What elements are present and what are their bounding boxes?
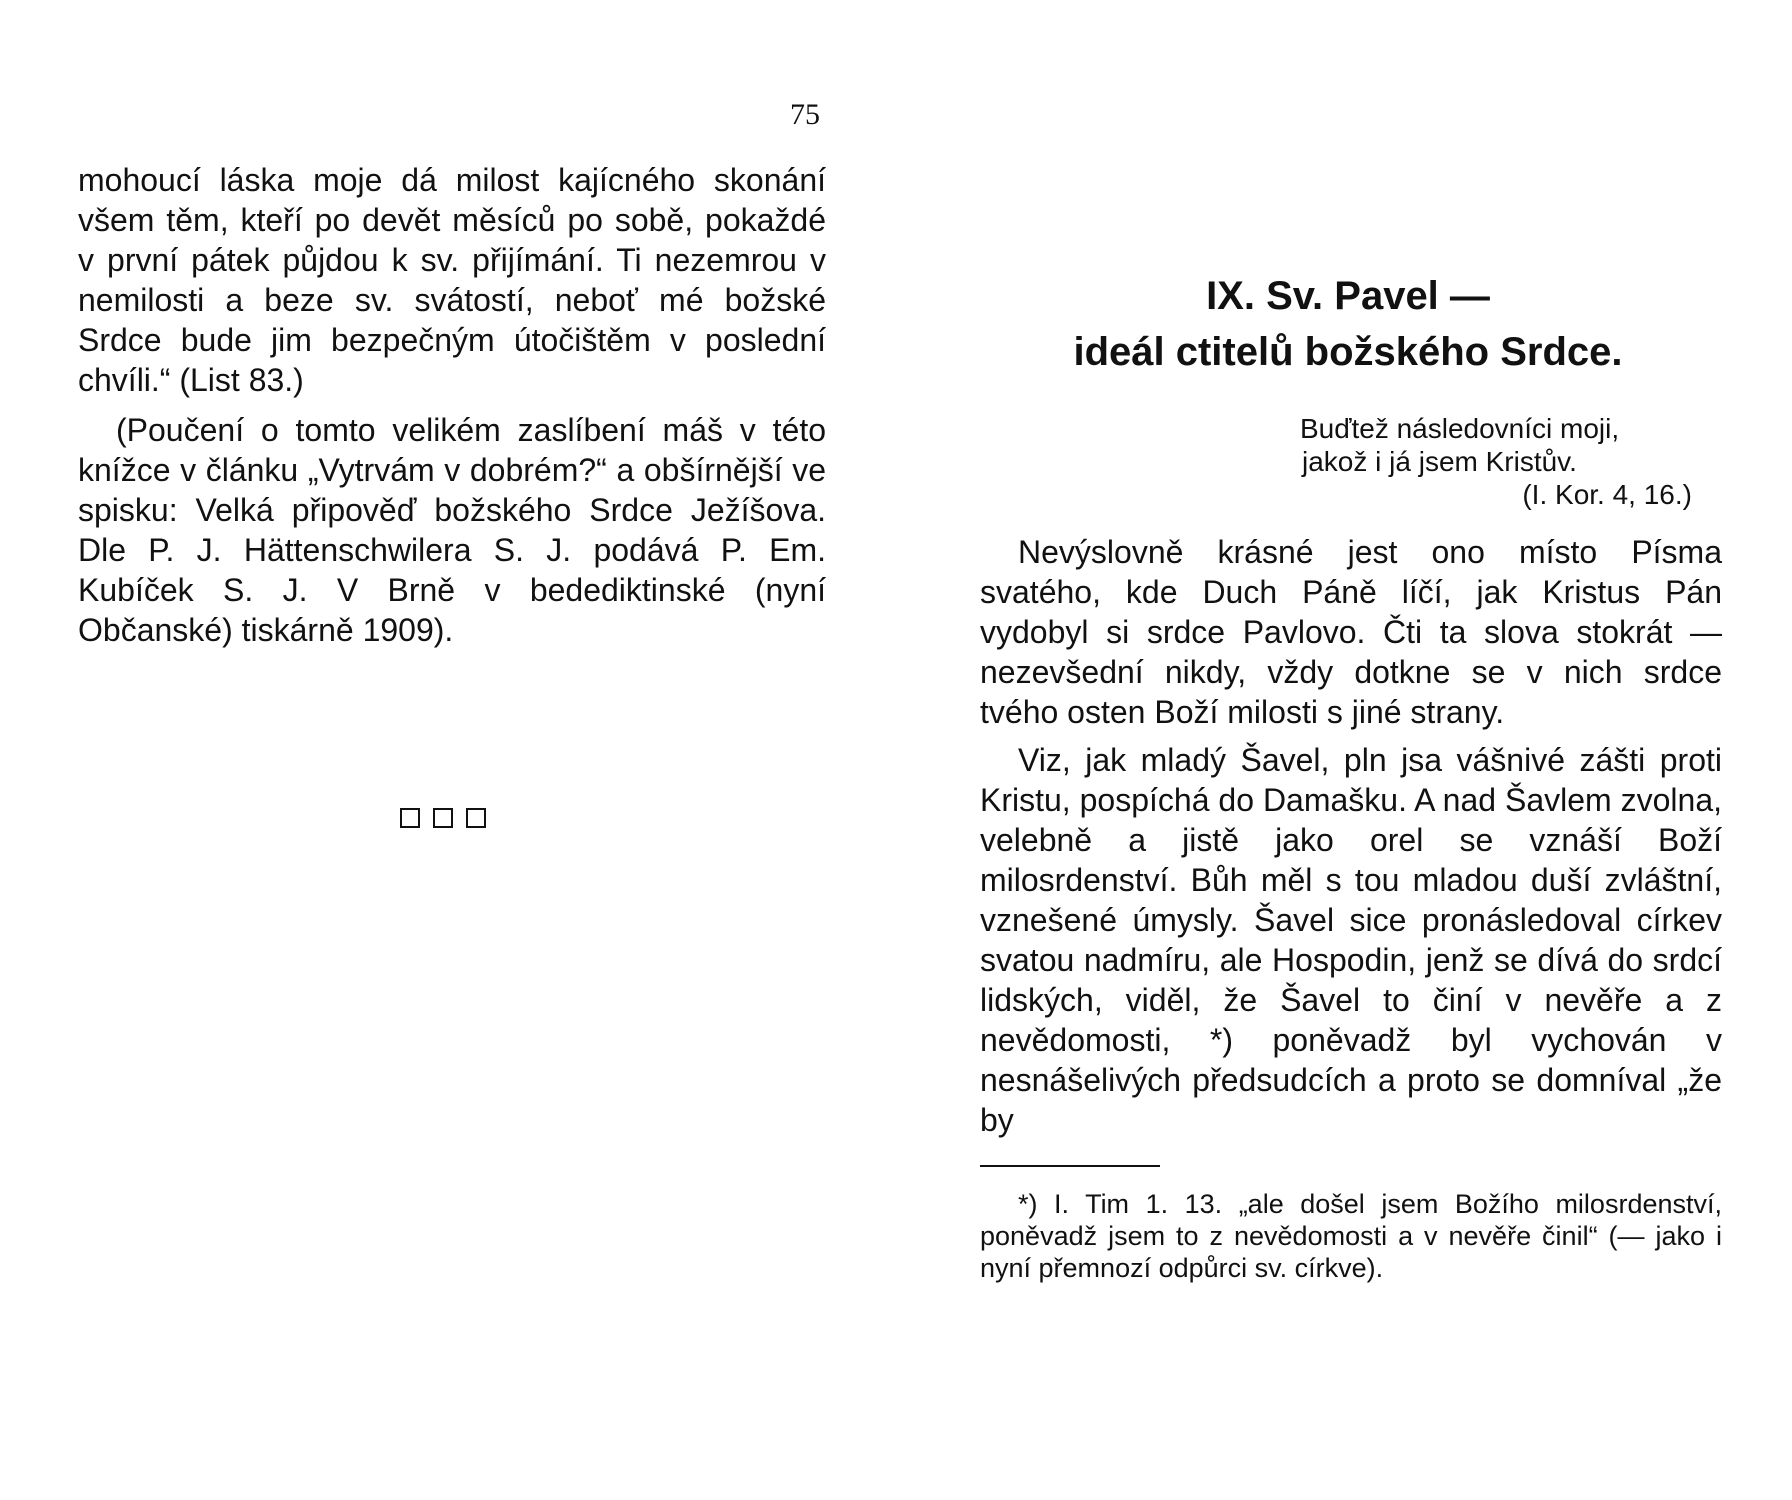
right-paragraph-2: Viz, jak mladý Šavel, pln jsa vášnivé zášti proti Kristu, pospíchá do Damašku. A nad Šavlem zvolna, velebně a jistě jako orel se vznáší Boží milosrdenství. Bůh měl s tou mladou duší zvláštní, vznešené úmysly. Šavel sice pronásledoval církev svatou nadmíru, ale Hospodin, jenž se dívá do srdcí lidských, viděl, že Šavel to činí v nevěře a z nevědomosti, *) poněvadž byl vychován v nesnášelivých předsudcích a proto se domníval „že by	[980, 742, 1722, 1138]
section-end-ornament	[400, 808, 486, 828]
motto-citation: (I. Kor. 4, 16.)	[1522, 479, 1692, 510]
left-paragraph-2: (Poučení o tomto velikém zaslíbení máš v této knížce v článku „Vytrvám v dobrém?“ a obšírnější ve spisku: Velká připověď božského Srdce Ježíšova. Dle P. J. Hättenschwilera S. J. podává P. Em. Kubíček S. J. V Brně v bedediktinské (nyní Občanské) tiskárně 1909).	[78, 412, 826, 648]
ornament-square-3-icon	[466, 808, 486, 828]
chapter-title	[988, 268, 1708, 380]
motto-line-1: Buďtež následovníci moji,	[1300, 413, 1620, 444]
left-page-text	[78, 160, 826, 650]
footnote: *) I. Tim 1. 13. „ale došel jsem Božího milosrdenství, poněvadž jsem to z nevědomosti a v nevěře činil“ (— jako i nyní přemnozí odpůrci sv. církve).	[980, 1189, 1722, 1283]
chapter-motto	[1300, 412, 1700, 511]
ornament-square-2-icon	[433, 808, 453, 828]
chapter-title-line-1: IX. Sv. Pavel —	[1206, 274, 1490, 318]
page-number: 75	[790, 98, 820, 131]
chapter-title-line-2: ideál ctitelů božského Srdce.	[1073, 330, 1623, 374]
right-page-text	[980, 532, 1722, 1140]
right-paragraph-1: Nevýslovně krásné jest ono místo Písma svatého, kde Duch Páně líčí, jak Kristus Pán vydobyl si srdce Pavlovo. Čti ta slova stokrát — nezevšední nikdy, vždy dotkne se v nich srdce tvého osten Boží milosti s jiné strany.	[980, 534, 1722, 730]
footnote-divider	[980, 1165, 1160, 1167]
ornament-square-1-icon	[400, 808, 420, 828]
motto-line-2: jakož i já jsem Kristův.	[1302, 446, 1577, 477]
left-paragraph-1: mohoucí láska moje dá milost kajícného skonání všem těm, kteří po devět měsíců po sobě, pokaždé v první pátek půjdou k sv. přijímání. Ti nezemrou v nemilosti a beze sv. svátostí, neboť mé božské Srdce bude jim bezpečným útočištěm v poslední chvíli.“ (List 83.)	[78, 162, 826, 398]
